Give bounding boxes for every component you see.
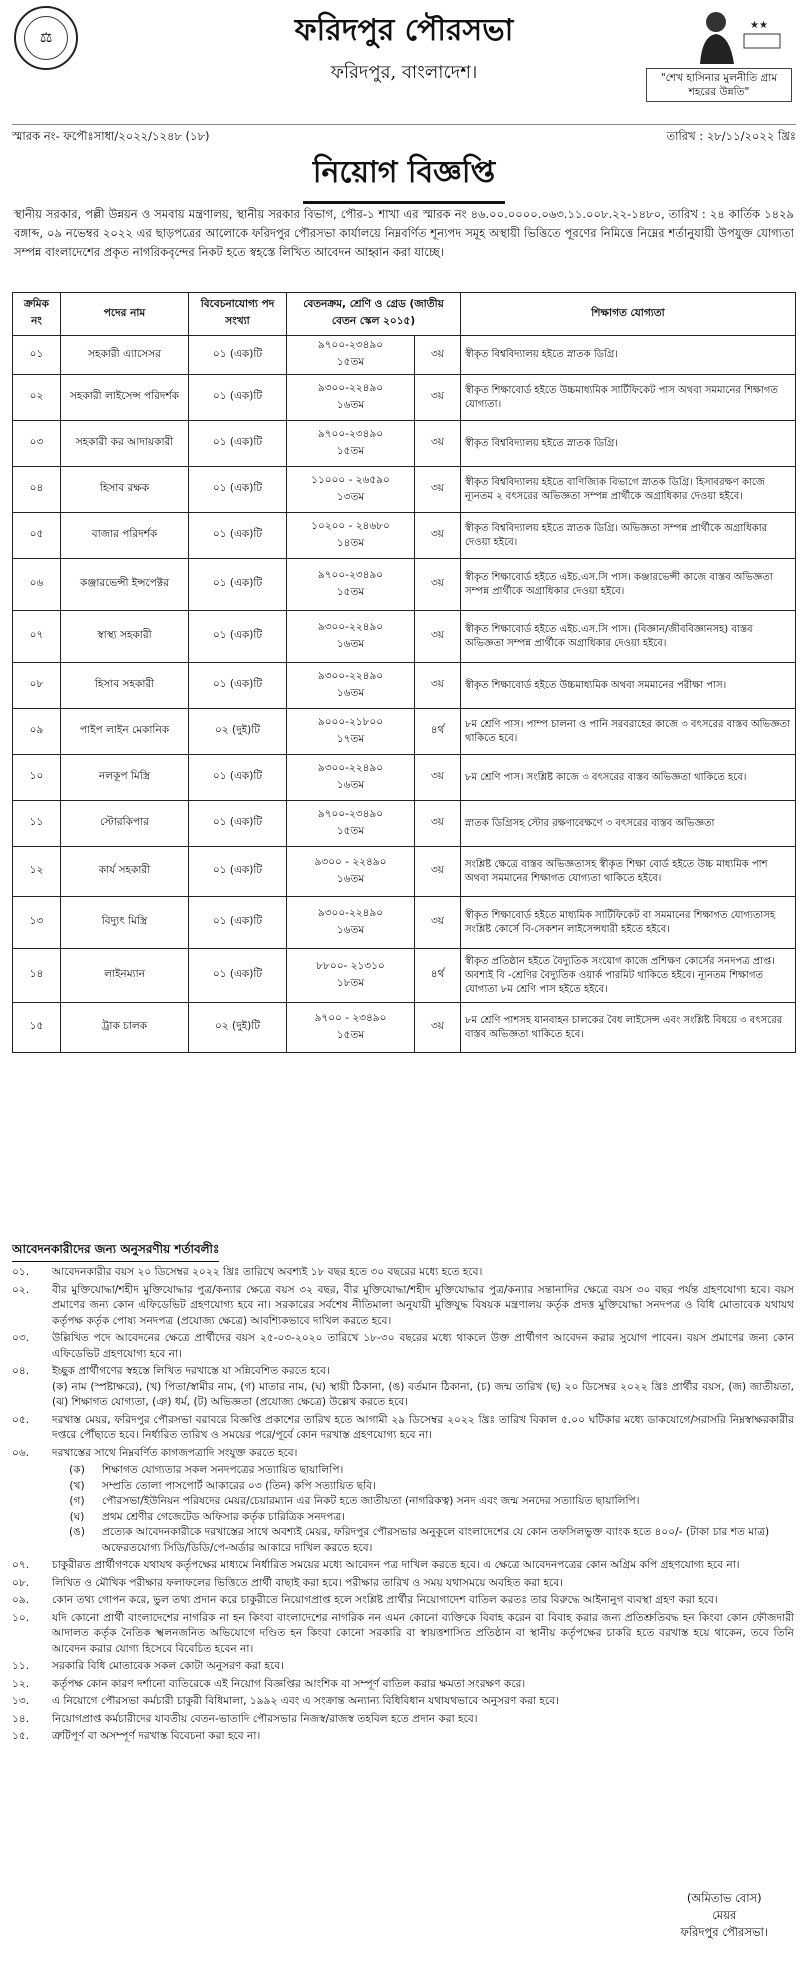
condition-number: ১৩. (12, 1695, 30, 1707)
pay-grade: ১৮তম (336, 976, 365, 989)
condition-number: ০৪. (12, 1365, 30, 1377)
slogan-box: "শেখ হাসিনার মুলনীতি গ্রাম শহরের উন্নতি" (646, 68, 792, 102)
cell-class: ৪র্থ (415, 949, 461, 1003)
condition-item (12, 1331, 794, 1362)
intro-paragraph: স্থানীয় সরকার, পল্লী উন্নয়ন ও সমবায় মন্ত্রণালয়, স্থানীয় সরকার বিভাগ, পৌর-১ শাখা এর স্মারক নং ৪৬.০০.০০০০.০৬৩.১১.০০৮.২২-১৪৮০, তারিখ : ২৪ কার্তিক ১৪২৯ বঙ্গাব্দ, ০৯ নভেম্বর ২০২২ এর ছাড়পত্রের আলোকে ফরিদপুর পৌরসভা কার্যালয়ে নিম্নবর্ণিত শূন্যপদ সমূহ অস্থায়ী ভিত্তিতে পূরণের নিমিত্তে নিম্নের শর্তানুযায়ী উপযুক্ত যোগ্যতা সম্পন্ন বাংলাদেশের প্রকৃত নাগরিকবৃন্দের নিকট হতে স্বহস্তে লিখিত আবেদন আহ্বান করা যাচ্ছে। (14, 207, 794, 259)
cell-qualification: স্বীকৃত প্রতিষ্ঠান হইতে বৈদ্যুতিক সংযোগ কাজে প্রশিক্ষণ কোর্সের সনদপত্র প্রাপ্ত। অবশ্যই বি -শ্রেণির বৈদ্যুতিক ওয়ার্ক পারমিট থাকিতে হইবে। ন্যূনতম শিক্ষাগত যোগ্যতা ৮ম শ্রেণি পাস হইতে হইবে। (461, 949, 796, 1003)
condition-text: আবেদনকারীর বয়স ২০ ডিসেম্বর ২০২২ খ্রিঃ তারিখে অবশ্যই ১৮ বছর হতে ৩০ বছরের মধ্যে হতে হবে। (52, 1266, 483, 1278)
cell-count: ০১ (এক)টি (189, 611, 287, 663)
attachment-label: (খ) (69, 1479, 85, 1492)
attachment-item (52, 1525, 794, 1556)
attachment-label: (ক) (69, 1464, 85, 1476)
cell-serial: ০৫ (13, 513, 61, 559)
cell-post: স্টোরকিপার (61, 801, 189, 847)
cell-post: স্বাস্থ্য সহকারী (61, 611, 189, 663)
condition-item (12, 1729, 794, 1745)
cell-post: নলকূপ মিস্ত্রি (61, 755, 189, 801)
cell-qualification: সংশ্লিষ্ট ক্ষেত্রে বাস্তব অভিজ্ঞতাসহ স্বীকৃত শিক্ষা বোর্ড হইতে উচ্চ মাধ্যমিক পাশ অথবা সমমানের শিক্ষাগত যোগ্যতা থাকিতে হইবে। (461, 847, 796, 897)
cell-class: ৩য় (415, 421, 461, 467)
cell-serial: ০২ (13, 375, 61, 421)
cell-class: ৩য় (415, 513, 461, 559)
cell-class: ৩য় (415, 801, 461, 847)
header-serial: ক্রমিক নং (13, 293, 61, 336)
cell-serial: ১৫ (13, 1003, 61, 1053)
signatory-name: (অমিতাভ বোস) (686, 1891, 762, 1905)
pay-grade: ১৬তম (336, 872, 365, 885)
condition-text: কোন তথ্য গোপন করে, ভুল তথ্য প্রদান করে চাকুরীতে নিয়োগপ্রাপ্ত হলে সংশ্লিষ্ট প্রার্থীর নিয়োগাদেশ বাতিল করতঃ তার বিরুদ্ধে আইনানুগ ব্যবস্থা গ্রহণ করা হবে। (52, 1594, 718, 1606)
pay-scale-range: ৯৭০০-২৩৪৯০ (317, 568, 384, 581)
cell-qualification: স্বীকৃত শিক্ষাবোর্ড হইতে মাধ্যমিক সার্টিফিকেট বা সমমানের শিক্ষাগত যোগ্যতাসহ সংশ্লিষ্ট কোর্সে বি-সেকশন লাইসেন্সধারী হইতে হইবে। (461, 897, 796, 949)
header-scale: বেতনক্রম, শ্রেণি ও গ্রেড (জাতীয় বেতন স্কেল ২০১৫) (287, 293, 461, 336)
pay-scale-range: ৯৩০০-২২৪৯০ (317, 669, 384, 682)
attachment-label: (গ) (69, 1495, 85, 1507)
svg-text:★★: ★★ (750, 20, 768, 31)
cell-post: কঞ্জারভেন্সী ইন্সপেক্টর (61, 559, 189, 611)
attachment-item (52, 1510, 794, 1526)
condition-item (12, 1712, 794, 1728)
cell-scale (287, 949, 415, 1003)
condition-number: ০২. (12, 1283, 30, 1296)
attachment-label: (ঙ) (68, 1526, 86, 1538)
cell-serial: ১৪ (13, 949, 61, 1003)
condition-item (12, 1659, 794, 1675)
condition-text: ত্রুটিপূর্ণ বা অসম্পূর্ণ দরখাস্ত বিবেচনা করা হবে না। (52, 1730, 261, 1742)
cell-count: ০১ (এক)টি (189, 513, 287, 559)
portrait-icon (688, 4, 788, 64)
cell-serial: ০৯ (13, 709, 61, 755)
condition-item (12, 1576, 794, 1592)
pay-scale-range: ৯৩০০-২২৪৯০ (317, 906, 384, 919)
attachment-text: প্রত্যেক আবেদনকারীকে দরখাস্তের সাথে অবশ্যই মেয়র, ফরিদপুর পৌরসভার অনুকূলে বাংলাদেশের যে কোন তফসিলভুক্ত ব্যাংক হতে ৪০০/- (টাকা চার শত মাত্র) অফেরতযোগ্য সিডি/ডিডি/পে-অর্ডার আকারে দাখিল করতে হবে। (102, 1526, 770, 1554)
cell-serial: ০১ (13, 336, 61, 375)
cell-post: সহকারী কর আদায়কারী (61, 421, 189, 467)
cell-scale (287, 375, 415, 421)
table-header-row (13, 293, 796, 336)
pay-grade: ১৫তম (336, 585, 365, 598)
cell-qualification: স্বীকৃত বিশ্ববিদ্যালয় হইতে বাণিজ্যিক বিভাগে স্নাতক ডিগ্রি। হিসাবরক্ষণ কাজে ন্যূনতম ২ বৎসরের অভিজ্ঞতা সম্পন্ন প্রার্থীকে অগ্রাধিকার দেওয়া হইবে। (461, 467, 796, 513)
cell-qualification: স্বীকৃত বিশ্ববিদ্যালয় হইতে স্নাতক ডিগ্রি। (461, 421, 796, 467)
pay-grade: ১৫তম (336, 356, 365, 368)
pay-scale-range: ৯৭০০ - ২৩৪৯০ (314, 1011, 387, 1024)
cell-scale (287, 611, 415, 663)
signature-block (680, 1890, 768, 1941)
signatory-office: ফরিদপুর পৌরসভা। (680, 1925, 768, 1939)
conditions-title: আবেদনকারীদের জন্য অনুসরণীয় শর্তাবলীঃ (12, 1241, 219, 1262)
cell-scale (287, 897, 415, 949)
pay-scale-range: ৯৭০০-২৩৪৯০ (317, 807, 384, 820)
pay-scale-range: ৯৩০০-২২৪৯০ (317, 381, 384, 394)
pay-grade: ১৬তম (336, 637, 365, 650)
cell-count: ০১ (এক)টি (189, 467, 287, 513)
condition-number: ১৪. (12, 1712, 30, 1725)
letterhead (0, 0, 808, 120)
cell-count: ০১ (এক)টি (189, 801, 287, 847)
attachment-text: প্রথম শ্রেণীর গেজেটেড অফিসার কর্তৃক চারিত্রিক সনদপত্র। (102, 1510, 346, 1523)
pay-grade: ১৬তম (336, 398, 365, 411)
cell-class: ৪র্থ (415, 709, 461, 755)
attachments-list (52, 1463, 794, 1556)
condition-number: ১৫. (12, 1730, 30, 1742)
cell-scale (287, 1003, 415, 1053)
condition-text: উল্লিখিত পদে আবেদনের ক্ষেত্রে প্রার্থীদের বয়স ২৫-০৩-২০২০ তারিখে ১৮-৩০ বছরের মধ্যে থাকলে উক্ত প্রার্থীগণ আবেদন করার সুযোগ পাবেন। বয়স প্রমাণের জন্য কোন এফিডেভিট গ্রহণযোগ্য হবে না। (52, 1332, 794, 1360)
condition-text: নিয়োগপ্রাপ্ত কর্মচারীদের যাবতীয় বেতন-ভাতাদি পৌরসভার নিজস্ব/রাজস্ব তহবিল হতে প্রদান করা হবে। (52, 1712, 478, 1725)
cell-post: ট্রাক চালক (61, 1003, 189, 1053)
cell-class: ৩য় (415, 611, 461, 663)
condition-number: ১১. (12, 1660, 30, 1672)
table-row (13, 755, 796, 801)
condition-item (12, 1593, 794, 1609)
pay-grade: ১৬তম (336, 923, 365, 936)
pay-scale-range: ৯৭০০-২৩৪৯০ (317, 427, 384, 440)
cell-scale (287, 709, 415, 755)
condition-item (12, 1677, 794, 1693)
table-row (13, 513, 796, 559)
attachment-item (52, 1463, 794, 1479)
cell-post: বাজার পরিদর্শক (61, 513, 189, 559)
cell-count: ০২ (দুই)টি (189, 1003, 287, 1053)
cell-class: ৩য় (415, 375, 461, 421)
attachment-item (52, 1494, 794, 1510)
condition-text: এ নিয়োগে পৌরসভা কর্মচারী চাকুরী বিধিমালা, ১৯৯২ এবং এ সংক্রান্ত অন্যান্য বিধিবিধান যথাযথভাবে অনুসরণ করা হবে। (52, 1695, 559, 1707)
condition-number: ০৩. (12, 1332, 30, 1344)
condition-item (12, 1283, 794, 1330)
header-qualification: শিক্ষাগত যোগ্যতা (461, 293, 796, 336)
pay-grade: ১৭তম (336, 732, 365, 745)
cell-count: ০১ (এক)টি (189, 663, 287, 709)
condition-number: ১০. (12, 1611, 30, 1624)
pay-grade: ১৬তম (336, 778, 365, 791)
condition-item (12, 1265, 794, 1281)
cell-count: ০১ (এক)টি (189, 336, 287, 375)
cell-qualification: স্বীকৃত শিক্ষাবোর্ড হইতে এইচ.এস.সি পাস। (বিজ্ঞান/জীববিজ্ঞানসহ) বাস্তব অভিজ্ঞতা সম্পন্ন প্রার্থীকে অগ্রাধিকার দেওয়া হইবে। (461, 611, 796, 663)
cell-class: ৩য় (415, 1003, 461, 1053)
cell-post: পাইপ লাইন মেকানিক (61, 709, 189, 755)
cell-serial: ০৬ (13, 559, 61, 611)
cell-class: ৩য় (415, 755, 461, 801)
cell-count: ০১ (এক)টি (189, 949, 287, 1003)
pay-scale-range: ৯৩০০-২২৪৯০ (317, 761, 384, 774)
condition-item (12, 1413, 794, 1444)
cell-serial: ০৭ (13, 611, 61, 663)
cell-scale (287, 421, 415, 467)
cell-class: ৩য় (415, 847, 461, 897)
cell-qualification: স্বীকৃত শিক্ষাবোর্ড হইতে উচ্চমাধ্যমিক সার্টিফিকেট পাস অথবা সমমানের শিক্ষাগত যোগ্যতা। (461, 375, 796, 421)
cell-serial: ০৪ (13, 467, 61, 513)
condition-item (12, 1558, 794, 1574)
signatory-designation: মেয়র (712, 1908, 737, 1922)
cell-qualification: স্বীকৃত শিক্ষাবোর্ড হইতে উচ্চমাধ্যমিক অথবা সমমানের পরীক্ষা পাস। (461, 663, 796, 709)
pay-scale-range: ৯০০০-২১৮০০ (317, 715, 384, 728)
cell-scale (287, 755, 415, 801)
cell-scale (287, 801, 415, 847)
condition-number: ০৮. (12, 1576, 30, 1589)
cell-scale (287, 559, 415, 611)
cell-class: ৩য় (415, 467, 461, 513)
cell-qualification: স্বীকৃত বিশ্ববিদ্যালয় হইতে স্নাতক ডিগ্রি। (461, 336, 796, 375)
cell-post: সহকারী লাইসেন্স পরিদর্শক (61, 375, 189, 421)
cell-scale (287, 336, 415, 375)
cell-qualification: স্নাতক ডিগ্রিসহ স্টোর রক্ষণাবেক্ষণে ৩ বৎসরের বাস্তব অভিজ্ঞতা (461, 801, 796, 847)
table-row (13, 801, 796, 847)
attachment-item (52, 1479, 794, 1495)
cell-post: বিদ্যুৎ মিস্ত্রি (61, 897, 189, 949)
cell-count: ০১ (এক)টি (189, 755, 287, 801)
memo-date: তারিখ : ২৮/১১/২০২২ খ্রিঃ (666, 129, 796, 143)
cell-count: ০১ (এক)টি (189, 421, 287, 467)
condition-number: ০৫. (12, 1413, 30, 1426)
condition-text: বীর মুক্তিযোদ্ধা/শহীদ মুক্তিযোদ্ধার পুত্র/কন্যার ক্ষেত্রে বয়স ৩২ বছর, বীর মুক্তিযোদ্ধা/শহীদ মুক্তিযোদ্ধার পুত্র/কন্যার সন্তানাদির ক্ষেত্রে বয়স ৩০ বছর পর্যন্ত গ্রহণযোগ্য হবে। বয়স প্রমাণের জন্য কোন এফিডেভিট গ্রহণযোগ্য হবে না। সরকারের সর্বশেষ নীতিমালা অনুযায়ী মুক্তিযুদ্ধ বিষয়ক মন্ত্রণালয় কর্তৃক প্রদত্ত মুক্তিযোদ্ধা সনদপত্র ও বিধি মোতাবেক যথাযথ কর্তৃপক্ষ কর্তৃক পোষ্য সনদপত্র (প্রযোজ্য ক্ষেত্রে) আবশ্যিকভাবে দাখিল করতে হবে। (52, 1283, 794, 1327)
posts-table (12, 292, 796, 1053)
cell-class: ৩য় (415, 897, 461, 949)
table-row (13, 611, 796, 663)
condition-number: ০১. (12, 1266, 30, 1278)
pay-scale-range: ৯৩০০-২২৪৯০ (317, 620, 384, 633)
memo-row (12, 124, 796, 146)
condition-number: ১২. (12, 1677, 30, 1690)
condition-item (12, 1694, 794, 1710)
cell-scale (287, 467, 415, 513)
table-row (13, 709, 796, 755)
attachment-text: পৌরসভা/ইউনিয়ন পরিষদের মেয়র/চেয়ারম্যান এর নিকট হতে জাতীয়তা (নাগরিকত্ব) সনদ এবং জন্ম সনদের সত্যায়িত ছায়ালিপি। (102, 1495, 640, 1507)
cell-count: ০১ (এক)টি (189, 847, 287, 897)
pay-grade: ১৪তম (336, 536, 365, 549)
cell-class: ৩য় (415, 559, 461, 611)
table-row (13, 421, 796, 467)
cell-post: হিসাব সহকারী (61, 663, 189, 709)
cell-qualification: ৮ম শ্রেণি পাস। সংশ্লিষ্ট কাজে ৩ বৎসরের বাস্তব অভিজ্ঞতা থাকিতে হবে। (461, 755, 796, 801)
condition-text: সরকারি বিধি মোতাবেক সকল কোটা অনুসরণ করা হবে। (52, 1660, 284, 1672)
pay-scale-range: ১১০০০ - ২৬৫৯০ (311, 473, 390, 486)
condition-text: কর্তৃপক্ষ কোন কারণ দর্শানো ব্যতিরেকে এই নিয়োগ বিজ্ঞপ্তির আংশিক বা সম্পূর্ণ বাতিল করার ক্ষমতা সংরক্ষণ করে। (52, 1677, 526, 1690)
attachment-text: শিক্ষাগত যোগ্যতার সকল সনদপত্রের সত্যায়িত ছায়ালিপি। (102, 1464, 344, 1476)
cell-serial: ০৮ (13, 663, 61, 709)
condition-item (12, 1446, 794, 1557)
cell-class: ৩য় (415, 663, 461, 709)
table-row (13, 1003, 796, 1053)
cell-post: কার্য সহকারী (61, 847, 189, 897)
pay-grade: ১৩তম (336, 490, 365, 503)
table-row (13, 897, 796, 949)
condition-number: ০৭. (12, 1559, 30, 1571)
pay-grade: ১৫তম (336, 824, 365, 837)
seal-icon: ⚖ (24, 16, 68, 60)
cell-class: ৩য় (415, 336, 461, 375)
pay-scale-range: ৮৮০০- ২১৩১০ (316, 959, 385, 972)
pay-grade: ১৫তম (336, 1028, 365, 1041)
cell-qualification: ৮ম শ্রেণি পাস। পাম্প চালনা ও পানি সরবরাহের কাজে ৩ বৎসরের বাস্তব অভিজ্ঞতা থাকিতে হবে। (461, 709, 796, 755)
cell-serial: ০৩ (13, 421, 61, 467)
table-row (13, 663, 796, 709)
cell-count: ০১ (এক)টি (189, 559, 287, 611)
condition-number: ০৬. (12, 1446, 30, 1459)
notice-title-text: নিয়োগ বিজ্ঞপ্তি (303, 148, 505, 204)
cell-qualification: স্বীকৃত বিশ্ববিদ্যালয় হইতে স্নাতক ডিগ্রি। অভিজ্ঞতা সম্পন্ন প্রার্থীকে অগ্রাধিকার দেওয়া হইবে। (461, 513, 796, 559)
cell-scale (287, 663, 415, 709)
condition-text: ইচ্ছুক প্রার্থীগণের স্বহস্তে লিখিত দরখাস্তে যা সন্নিবেশিত করতে হবে। (ক) নাম (স্পষ্টাক্ষরে), (খ) পিতা/স্বামীর নাম, (গ) মাতার নাম, (ঘ) স্থায়ী ঠিকানা, (ঙ) বর্তমান ঠিকানা, (চ) জন্ম তারিখ (ছ) ২০ ডিসেম্বর ২০২২ খ্রিঃ প্রার্থীর বয়স, (জ) জাতীয়তা, (ঝ) শিক্ষাগত যোগ্যতা, (ঞ) ধর্ম, (ট) অভিজ্ঞতা (প্রযোজ্য ক্ষেত্রে) উল্লেখ করতে হবে। (52, 1365, 794, 1408)
cell-post: লাইনম্যান (61, 949, 189, 1003)
notice-title (0, 148, 808, 204)
cell-count: ০১ (এক)টি (189, 375, 287, 421)
condition-text: যদি কোনো প্রার্থী বাংলাদেশের নাগরিক না হন কিংবা বাংলাদেশের নাগরিক নন এমন কোনো ব্যক্তিকে বিবাহ করেন বা বিবাহ করার জন্য প্রতিশ্রুতিবদ্ধ হন কিংবা কোন ফৌজদারী আদালত কর্তৃক নৈতিক স্খলনজনিত অভিযোগে দণ্ডিত হন কিংবা কোনো সরকারি বা স্বায়ত্তশাসিত প্রতিষ্ঠান বা স্থানীয় কর্তৃপক্ষের চাকরি হতে বরখাস্ত হয়ে থাকেন, তবে তিনি আবেদন করার যোগ্য হিসেবে বিবেচিত হবেন না। (52, 1611, 794, 1655)
cell-scale (287, 513, 415, 559)
header-post: পদের নাম (61, 293, 189, 336)
condition-text: লিখিত ও মৌখিক পরীক্ষার ফলাফলের ভিত্তিতে প্রার্থী বাছাই করা হবে। পরীক্ষার তারিখ ও সময় যথাসময়ে অবহিত করা হবে। (52, 1576, 564, 1589)
condition-item (12, 1364, 794, 1411)
cell-serial: ১৩ (13, 897, 61, 949)
cell-qualification: স্বীকৃত শিক্ষাবোর্ড হইতে এইচ.এস.সি পাস। কঞ্জারভেন্সী কাজে বাস্তব অভিজ্ঞতা সম্পন্ন প্রার্থীকে অগ্রাধিকার দেওয়া হইবে। (461, 559, 796, 611)
org-location: ফরিদপুর, বাংলাদেশ। (330, 62, 478, 83)
table-row (13, 336, 796, 375)
header-count: বিবেচনাযোগ্য পদ সংখ্যা (189, 293, 287, 336)
cell-serial: ১০ (13, 755, 61, 801)
attachment-label: (ঘ) (69, 1510, 85, 1523)
memo-reference: স্মারক নং- ফপৌঃসাধা/২০২২/১২৪৮ (১৮) (12, 129, 210, 143)
cell-scale (287, 847, 415, 897)
table-row (13, 467, 796, 513)
cell-serial: ১২ (13, 847, 61, 897)
table-row (13, 847, 796, 897)
condition-item (12, 1611, 794, 1658)
cell-serial: ১১ (13, 801, 61, 847)
attachment-text: সম্প্রতি তোলা পাসপোর্ট আকারের ০৩ (তিন) কপি সত্যায়িত ছবি। (102, 1479, 376, 1492)
cell-count: ০২ (দুই)টি (189, 709, 287, 755)
conditions-list (12, 1265, 794, 1747)
pay-grade: ১৬তম (336, 686, 365, 699)
pay-scale-range: ৯৭০০-২৩৪৯০ (317, 339, 384, 351)
pay-scale-range: ১০২০০ - ২৪৬৮০ (311, 519, 390, 532)
table-row (13, 559, 796, 611)
cell-qualification: ৮ম শ্রেণি পাশসহ যানবাহন চালকের বৈধ লাইসেন্স এবং সংশ্লিষ্ট বিষয়ে ৩ বৎসরের বাস্তব অভিজ্ঞতা থাকিতে হবে। (461, 1003, 796, 1053)
condition-number: ০৯. (12, 1594, 30, 1606)
cell-post: হিসাব রক্ষক (61, 467, 189, 513)
org-name: ফরিদপুর পৌরসভা (294, 13, 514, 48)
table-row (13, 949, 796, 1003)
condition-text: দরখাস্ত মেয়র, ফরিদপুর পৌরসভা বরাবরে বিজ্ঞপ্তি প্রকাশের তারিখ হতে আগামী ২৯ ডিসেম্বর ২০২২ খ্রিঃ তারিখ বিকাল ৫.০০ ঘটিকার মধ্যে ডাকযোগে/সরাসরি নিম্নস্বাক্ষরকারীর দপ্তরে পৌঁছাতে হবে। নির্ধারিত তারিখ ও সময়ের পরে/পূর্বে কোন দরখাস্ত গ্রহণযোগ্য হবে না। (52, 1413, 794, 1441)
cell-count: ০১ (এক)টি (189, 897, 287, 949)
cell-post: সহকারী এ্যাসেসর (61, 336, 189, 375)
pay-scale-range: ৯৩০০ - ২২৪৯০ (314, 855, 387, 868)
pay-grade: ১৫তম (336, 444, 365, 457)
condition-text: দরখাস্তের সাথে নিম্নবর্ণিত কাগজপত্রাদি সংযুক্ত করতে হবে। (52, 1446, 298, 1459)
condition-text: চাকুরীরত প্রার্থীগণকে যথাযথ কর্তৃপক্ষের মাধ্যমে নির্ধারিত সময়ের মধ্যে আবেদন পত্র দাখিল করতে হবে। এ ক্ষেত্রে আবেদনপত্রের কোন অগ্রিম কপি গ্রহণযোগ্য হবে না। (52, 1559, 740, 1571)
table-row (13, 375, 796, 421)
